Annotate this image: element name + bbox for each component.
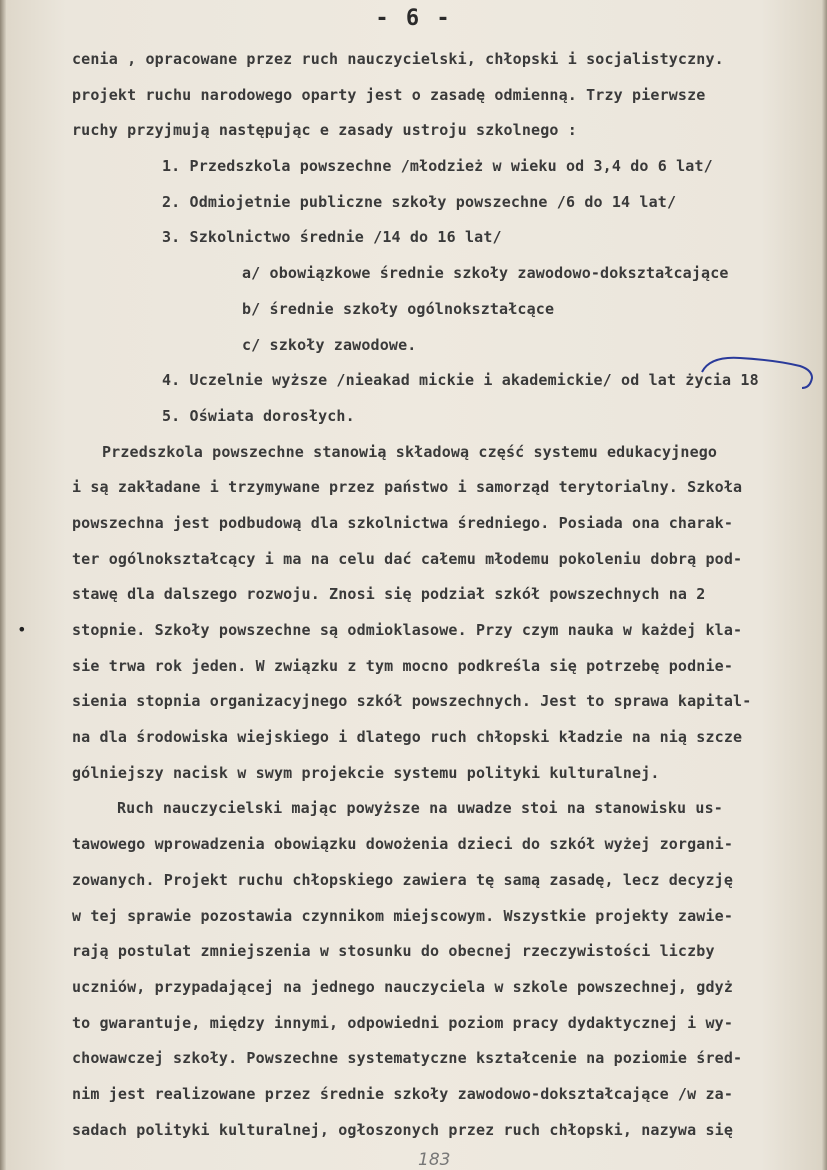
list-item: 4. Uczelnie wyższe /nieakad mickie i akademickie/ od lat życia 18 [162,371,759,390]
text-line: i są zakładane i trzymywane przez państwo i samorząd terytorialny. Szkoła [72,478,743,497]
text-line: chowawczej szkoły. Powszechne systematyczne kształcenie na poziomie śred- [72,1049,743,1068]
paragraph-first-line: Przedszkola powszechne stanowią składową część systemu edukacyjnego [102,442,718,461]
sub-list-item: a/ obowiązkowe średnie szkoły zawodowo-dokształcające [242,264,729,283]
text-line: to gwarantuje, między innymi, odpowiedni poziom pracy dydaktycznej i wy- [72,1013,734,1032]
margin-mark: • [17,620,27,639]
list-item: 3. Szkolnictwo średnie /14 do 16 lat/ [162,228,502,247]
text-line: uczniów, przypadającej na jednego nauczyciela w szkole powszechnej, gdyż [72,977,734,996]
text-line: cenia , opracowane przez ruch nauczycielski, chłopski i socjalistyczny. [72,50,724,68]
text-line: sadach polityki kulturalnej, ogłoszonych przez ruch chłopski, nazywa się [72,1120,734,1139]
sub-list-item: b/ średnie szkoły ogólnokształcące [242,299,555,318]
text-line: tawowego wprowadzenia obowiązku dowożenia dzieci do szkół wyżej zorgani- [72,835,734,854]
body-text [72,42,802,1148]
text-line: ter ogólnokształcący i ma na celu dać całemu młodemu pokoleniu dobrą pod- [72,549,743,568]
sub-list-item: c/ szkoły zawodowe. [242,335,417,354]
text-line: stawę dla dalszego rozwoju. Znosi się podział szkół powszechnych na 2 [72,585,706,604]
archive-number: 183 [418,1150,451,1170]
list-item: 5. Oświata dorosłych. [162,406,355,425]
text-line: zowanych. Projekt ruchu chłopskiego zawiera tę samą zasadę, lecz decyzję [72,870,734,889]
paragraph-first-line: Ruch nauczycielski mając powyższe na uwadze stoi na stanowisku us- [117,799,723,818]
list-item: 1. Przedszkola powszechne /młodzież w wieku od 3,4 do 6 lat/ [162,157,713,176]
paper-edge-left [0,0,6,1170]
text-line: projekt ruchu narodowego oparty jest o zasadę odmienną. Trzy pierwsze [72,85,706,104]
text-line: sienia stopnia organizacyjnego szkół powszechnych. Jest to sprawa kapital- [72,692,752,711]
text-line: sie trwa rok jeden. W związku z tym mocno podkreśla się potrzebę podnie- [72,656,734,675]
handwritten-bracket-annotation [700,352,827,392]
text-line: ruchy przyjmują następując e zasady ustroju szkolnego : [72,121,577,140]
text-line: gólniejszy nacisk w swym projekcie systemu polityki kulturalnej. [72,763,660,782]
text-line: powszechna jest podbudową dla szkolnictwa średniego. Posiada ona charak- [72,513,734,532]
list-item: 2. Odmiojetnie publiczne szkoły powszechne /6 do 14 lat/ [162,192,677,211]
text-line: nim jest realizowane przez średnie szkoły zawodowo-dokształcające /w za- [72,1084,734,1103]
text-line: rają postulat zmniejszenia w stosunku do obecnej rzeczywistości liczby [72,942,715,961]
paper-edge-right [822,0,827,1170]
text-line: na dla środowiska wiejskiego i dlatego ruch chłopski kładzie na nią szcze [72,728,743,747]
page-number: - 6 - [375,6,452,31]
text-line: w tej sprawie pozostawia czynnikom miejscowym. Wszystkie projekty zawie- [72,906,734,925]
text-line: stopnie. Szkoły powszechne są odmioklasowe. Przy czym nauka w każdej kla- [72,621,743,639]
